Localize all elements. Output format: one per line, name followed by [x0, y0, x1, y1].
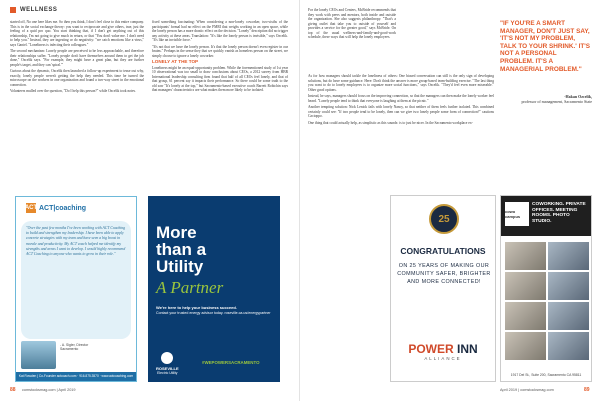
- roseville-logo-icon: [161, 352, 173, 364]
- attribution-title: professor of management, Sacramento State: [521, 99, 592, 104]
- ad-cowo-campus[interactable]: [500, 195, 592, 382]
- ad-partner-tagline: A Partner: [156, 278, 224, 297]
- paragraph: Another tempting solution: Nick Lenick fails with lonely Nancy, so that neither of them feels further isolated. This combined certainly could see: "If two people tend to be lonely, then can we give two lonely people some form of connection?" cautions Cacioppo.: [308, 105, 494, 118]
- page-number: 89: [584, 387, 590, 393]
- ad-body: ON 25 YEARS OF MAKING OUR COMMUNITY SAFER, BRIGHTER AND MORE CONNECTED!: [397, 263, 491, 285]
- paragraph: Loneliness might be an equal-opportunity problem. While the forementioned study of 1st year 10 observational was too small to draw conclusions about CEOs, a 2012 survey from HBR International leadership consulting firm found that half of all CEOs feel lonely, and that of that group, 61 percent say it impacts their performance. So there could be some truth to the old saw "It's lonely at the top," but Sacramento-based executive coach Barrett Robichin says that managers' characteristics are what makes them more likely to be isolated.: [152, 65, 288, 92]
- page-footer: comstocksmag.com | April 2019: [22, 388, 76, 392]
- paragraph: One thing that could actually help, as simplistic as this sounds: is to just be nicer. In the Sacramento workplace ex-: [308, 120, 473, 125]
- space-photo: [548, 302, 589, 330]
- testimonial-quote: "Over the past few months I've been working with ACT Coaching to build and strengthen my leadership. I have been able to apply concrete strategies with my team and have seen a big boost in morale and productivity. My ACT coach helped me identify my strengths and areas I want to develop. I would highly recommend ACT Coaching to anyone who wants to grow in their role.": [21, 221, 131, 339]
- attribution-name: -Hakan Ozcelik,: [564, 94, 592, 99]
- ad-act-coaching[interactable]: [15, 196, 137, 382]
- ad-headline: CONGRATULATIONS: [400, 246, 486, 256]
- power-inn-logo: [391, 342, 495, 361]
- article-column-2: [152, 20, 288, 95]
- coach-photo: [21, 341, 56, 369]
- space-photo: [548, 272, 589, 300]
- space-photo: [505, 302, 546, 330]
- pull-quote: "IF YOU'RE A SMART MANAGER, DON'T JUST SAY, 'IT'S NOT MY PROBLEM, TALK TO YOUR SHRINK.' IT'S NOT A PERSONAL PROBLEM. IT'S A MANAGERIAL PROBLEM.": [500, 20, 591, 73]
- logo-line: [391, 342, 495, 356]
- space-photo: [505, 332, 546, 360]
- pull-quote-attribution: [500, 94, 592, 104]
- paragraph: Instead, he says, managers should focus on the improving connection, so that the managers can then make the lonely worker feel heard. "Lonely people tend to think that everyone is laughing at them at the picnic.": [308, 94, 494, 103]
- cowo-address: 1917 Del St., Suite 200, Sacramento CA 95811: [510, 373, 582, 377]
- space-photo: [548, 242, 589, 270]
- roseville-logo-text: ROSEVILLE: [156, 366, 179, 371]
- roseville-logo-sub: Electric Utility: [157, 371, 178, 375]
- act-footer[interactable]: Kat Rowden | Co-Founder actcoach.com · 916.875.3570 · www.actcoaching.com: [16, 372, 136, 381]
- headline-line: Utility: [156, 257, 204, 276]
- article-column-3: [308, 8, 396, 42]
- paragraph: Curious about the dynamic, Ozcelik then launched a follow-up experiment to tease out why, exactly, lonely people weren't getting the help they needed. This time he turned the microscope on the workers in one organization and found a two-way street in the emotional connection.: [10, 69, 144, 87]
- cowo-photo-grid: [505, 242, 589, 360]
- logo-word-alliance: ALLIANCE: [424, 356, 462, 361]
- logo-word-inn: INN: [457, 342, 478, 356]
- page-footer: April 2019 | comstocksmag.com: [500, 388, 554, 392]
- anniversary-badge-icon: 25: [429, 204, 459, 234]
- paragraph: "It's not that we have the lonely person. It's that the lonely person doesn't even register in our brains." Perhaps in the sense they that we quickly vanish as homeless person on the street, we simply choose to ignore a lonely coworker.: [152, 44, 288, 58]
- article-column-3b: [308, 74, 494, 127]
- paragraph: fixed something fascinating: When considering a non-lonely coworker, two-sixths of the participants' formal had no effect on the FMRI that weighs working in an open space, while the lonely person has a more drastic effect on the decision. "Lonely" description did no trigger any activity at these areas. Translation: "It's like the lonely person is invisible," says Ozcelik. "It's like an invisible force.": [152, 20, 288, 42]
- act-logo-text: ACT|coaching: [39, 204, 87, 212]
- space-photo: [505, 272, 546, 300]
- roseville-logo: [156, 352, 179, 375]
- paragraph: For the lonely CEOs and Centers, McBride recommends that they work with peers and mentors, both inside and outside the organization. She also suggests philanthropy. "That's a giving outlet that take you to outside of yourself and provides a service for the greater good," says McBride. On top of the usual wellness-and-family-and-good-work schedule, these ways that will help the lonely employees.: [308, 8, 396, 39]
- section-title: WELLNESS: [20, 7, 58, 13]
- space-photo: [548, 332, 589, 360]
- article-column-3-top: [400, 8, 494, 10]
- signature-title: Sacramento: [60, 347, 79, 352]
- section-marker-icon: [10, 7, 16, 13]
- paragraph: started off, No one here likes me. So then you think, I don't feel close to this entire company. This is in the social exchange theory: you want to reciprocate and give others, true, just the feeling of a quid pro quo. You start thinking that, if I don't get anything out of this relationship, I'm not going to give much in return, or that "You don't value me. I don't need to help you." Instead, they are ingesting or do negativity: "we catch emotions like a virus," says Ganiel. "Loneliness is infecting their colleagues.": [10, 20, 144, 47]
- article-column-1: [10, 20, 144, 96]
- act-logo: [26, 203, 86, 213]
- ad-roseville-electric[interactable]: [148, 196, 280, 382]
- paragraph: As for how managers should tackle the loneliness of others: One biased conversation can still is the only sign of developing solutions, but do have some guidance. Here: Don't think the answer is more group-based team-building exercise. "The last thing you want to do to lonely employees is to organize more social functions," says Ozcelik. "They'd feel even more miserable." Other good options.: [308, 74, 494, 92]
- ad-subtext: [156, 306, 272, 315]
- logo-word-power: POWER: [408, 342, 454, 356]
- headline-line: More: [156, 223, 197, 242]
- cowo-header: [501, 196, 591, 236]
- cowo-logo: cowo campus: [505, 202, 529, 226]
- headline-line: than a: [156, 240, 207, 259]
- ad-headline: COWORKING. PRIVATE OFFICES. MEETING ROOMS. PHOTO STUDIO.: [532, 202, 586, 224]
- space-photo: [505, 242, 546, 270]
- ad-subtext-body: Contact your trusted energy advisor today. roseville.ca.us/energypartner: [156, 310, 271, 315]
- testimonial-signature: [60, 343, 88, 351]
- ad-power-inn-alliance[interactable]: [390, 195, 496, 382]
- paragraph: The second mechanism: Lonely people are perceived to be less approachable, and therefore their relationships suffer. "Lonely people don't have themselves around them to get the job done," Ozcelik says. "For example, they might have a great plan, but they are further people's target, and they can 'spiral.'": [10, 49, 144, 67]
- act-logo-icon: ACT: [24, 205, 38, 211]
- ad-headline: [156, 224, 206, 275]
- signature-name: - A. Sigler, Director: [60, 343, 89, 347]
- page-number: 88: [10, 387, 16, 393]
- ad-subtext-bold: We're here to help your business succeed.: [156, 305, 237, 310]
- article-subhead: LONELY AT THE TOP: [152, 59, 199, 64]
- ad-hashtag: #WEPOWERSACRAMENTO: [202, 360, 260, 365]
- section-header: [10, 7, 57, 13]
- paragraph: Volunteers mulled over the question, "Do I help this person?" while Ozcelik took notes.: [10, 89, 136, 93]
